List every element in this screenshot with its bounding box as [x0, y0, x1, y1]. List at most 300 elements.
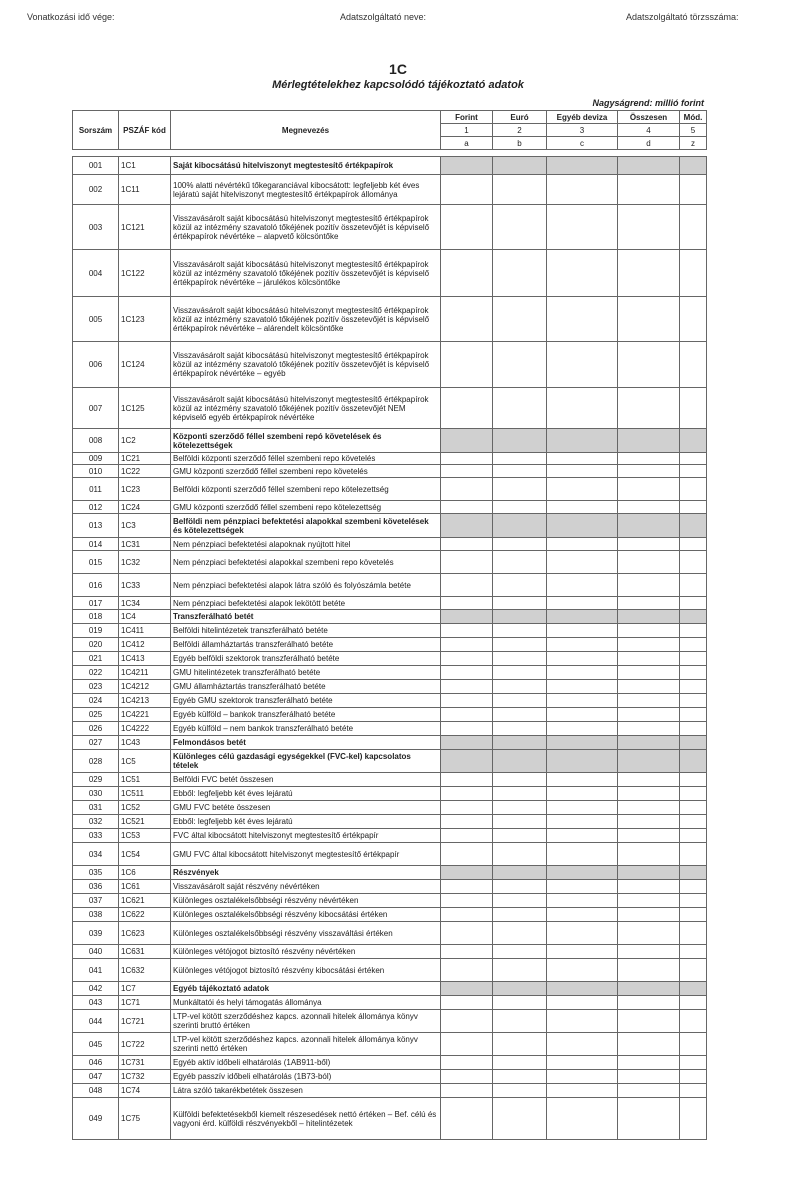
- value-cell-forint[interactable]: [441, 175, 493, 205]
- value-cell-mod[interactable]: [680, 908, 707, 922]
- row-number: 031: [73, 801, 119, 815]
- value-cell-mod[interactable]: [680, 708, 707, 722]
- value-cell-forint[interactable]: [441, 787, 493, 801]
- col-letter-b: b: [493, 137, 547, 150]
- value-cell-osszesen[interactable]: [618, 1070, 680, 1084]
- header-spacer: [73, 150, 707, 157]
- value-cell-euro[interactable]: [493, 722, 547, 736]
- value-cell-euro[interactable]: [493, 1070, 547, 1084]
- value-cell-mod[interactable]: [680, 501, 707, 514]
- value-cell-forint[interactable]: [441, 694, 493, 708]
- value-cell-egyeb-deviza[interactable]: [547, 908, 618, 922]
- value-cell-egyeb-deviza[interactable]: [547, 843, 618, 866]
- value-cell-mod[interactable]: [680, 429, 707, 453]
- value-cell-mod[interactable]: [680, 574, 707, 597]
- value-cell-euro[interactable]: [493, 815, 547, 829]
- value-cell-forint[interactable]: [441, 1033, 493, 1056]
- value-cell-osszesen[interactable]: [618, 624, 680, 638]
- value-cell-forint[interactable]: [441, 250, 493, 297]
- row-description: GMU központi szerződő féllel szembeni repo kötelezettség: [171, 501, 441, 514]
- value-cell-forint[interactable]: [441, 982, 493, 996]
- value-cell-euro[interactable]: [493, 205, 547, 250]
- value-cell-osszesen[interactable]: [618, 638, 680, 652]
- value-cell-forint[interactable]: [441, 342, 493, 388]
- value-cell-euro[interactable]: [493, 787, 547, 801]
- value-cell-osszesen[interactable]: [618, 514, 680, 538]
- value-cell-mod[interactable]: [680, 175, 707, 205]
- value-cell-mod[interactable]: [680, 829, 707, 843]
- value-cell-euro[interactable]: [493, 297, 547, 342]
- value-cell-egyeb-deviza[interactable]: [547, 453, 618, 465]
- value-cell-osszesen[interactable]: [618, 880, 680, 894]
- value-cell-forint[interactable]: [441, 1010, 493, 1033]
- row-code: 1C43: [119, 736, 171, 750]
- value-cell-mod[interactable]: [680, 694, 707, 708]
- row-description: Külföldi befektetésekből kiemelt részesedések nettó értéken – Bef. célú és vagyoni érd. külföldi részvényekből – hitelintézetek: [171, 1098, 441, 1140]
- value-cell-mod[interactable]: [680, 478, 707, 501]
- value-cell-euro[interactable]: [493, 388, 547, 429]
- value-cell-euro[interactable]: [493, 843, 547, 866]
- row-code: 1C71: [119, 996, 171, 1010]
- value-cell-mod[interactable]: [680, 597, 707, 610]
- value-cell-forint[interactable]: [441, 843, 493, 866]
- value-cell-egyeb-deviza[interactable]: [547, 205, 618, 250]
- value-cell-egyeb-deviza[interactable]: [547, 465, 618, 478]
- value-cell-euro[interactable]: [493, 894, 547, 908]
- value-cell-egyeb-deviza[interactable]: [547, 250, 618, 297]
- value-cell-egyeb-deviza[interactable]: [547, 801, 618, 815]
- value-cell-forint[interactable]: [441, 538, 493, 551]
- value-cell-osszesen[interactable]: [618, 722, 680, 736]
- row-code: 1C623: [119, 922, 171, 945]
- value-cell-mod[interactable]: [680, 666, 707, 680]
- row-number: 018: [73, 610, 119, 624]
- value-cell-euro[interactable]: [493, 680, 547, 694]
- value-cell-euro[interactable]: [493, 624, 547, 638]
- value-cell-egyeb-deviza[interactable]: [547, 175, 618, 205]
- value-cell-mod[interactable]: [680, 638, 707, 652]
- row-code: 1C4221: [119, 708, 171, 722]
- value-cell-euro[interactable]: [493, 465, 547, 478]
- value-cell-forint[interactable]: [441, 1098, 493, 1140]
- row-description: Visszavásárolt saját kibocsátású hitelviszonyt megtestesítő értékpapírok közül az intézmény szavatoló tőkéjének pozitív összetevőjét NEM képviselő egyéb értékpapírok névértéke: [171, 388, 441, 429]
- value-cell-egyeb-deviza[interactable]: [547, 538, 618, 551]
- value-cell-euro[interactable]: [493, 538, 547, 551]
- value-cell-osszesen[interactable]: [618, 1056, 680, 1070]
- value-cell-osszesen[interactable]: [618, 922, 680, 945]
- value-cell-forint[interactable]: [441, 736, 493, 750]
- value-cell-osszesen[interactable]: [618, 829, 680, 843]
- table-row: [73, 1033, 707, 1056]
- value-cell-egyeb-deviza[interactable]: [547, 982, 618, 996]
- value-cell-egyeb-deviza[interactable]: [547, 894, 618, 908]
- row-code: 1C2: [119, 429, 171, 453]
- value-cell-osszesen[interactable]: [618, 478, 680, 501]
- table-row: [73, 205, 707, 250]
- value-cell-forint[interactable]: [441, 866, 493, 880]
- value-cell-osszesen[interactable]: [618, 787, 680, 801]
- value-cell-forint[interactable]: [441, 610, 493, 624]
- value-cell-mod[interactable]: [680, 514, 707, 538]
- value-cell-euro[interactable]: [493, 945, 547, 959]
- value-cell-euro[interactable]: [493, 551, 547, 574]
- row-description: Különleges osztalékelsőbbségi részvény kibocsátási értéken: [171, 908, 441, 922]
- row-code: 1C732: [119, 1070, 171, 1084]
- value-cell-egyeb-deviza[interactable]: [547, 787, 618, 801]
- value-cell-osszesen[interactable]: [618, 815, 680, 829]
- value-cell-euro[interactable]: [493, 478, 547, 501]
- value-cell-forint[interactable]: [441, 1056, 493, 1070]
- value-cell-forint[interactable]: [441, 624, 493, 638]
- value-cell-osszesen[interactable]: [618, 597, 680, 610]
- value-cell-osszesen[interactable]: [618, 843, 680, 866]
- value-cell-euro[interactable]: [493, 959, 547, 982]
- value-cell-egyeb-deviza[interactable]: [547, 773, 618, 787]
- value-cell-mod[interactable]: [680, 866, 707, 880]
- value-cell-forint[interactable]: [441, 501, 493, 514]
- row-number: 019: [73, 624, 119, 638]
- value-cell-mod[interactable]: [680, 1010, 707, 1033]
- table-row: [73, 1056, 707, 1070]
- value-cell-egyeb-deviza[interactable]: [547, 157, 618, 175]
- row-code: 1C53: [119, 829, 171, 843]
- value-cell-osszesen[interactable]: [618, 680, 680, 694]
- table-row: [73, 1084, 707, 1098]
- value-cell-mod[interactable]: [680, 880, 707, 894]
- value-cell-forint[interactable]: [441, 478, 493, 501]
- value-cell-egyeb-deviza[interactable]: [547, 297, 618, 342]
- table-row: [73, 538, 707, 551]
- value-cell-osszesen[interactable]: [618, 551, 680, 574]
- value-cell-forint[interactable]: [441, 205, 493, 250]
- value-cell-euro[interactable]: [493, 1056, 547, 1070]
- value-cell-mod[interactable]: [680, 342, 707, 388]
- table-row: [73, 773, 707, 787]
- value-cell-egyeb-deviza[interactable]: [547, 694, 618, 708]
- value-cell-mod[interactable]: [680, 538, 707, 551]
- value-cell-forint[interactable]: [441, 429, 493, 453]
- value-cell-mod[interactable]: [680, 250, 707, 297]
- value-cell-forint[interactable]: [441, 801, 493, 815]
- value-cell-euro[interactable]: [493, 750, 547, 773]
- value-cell-egyeb-deviza[interactable]: [547, 1033, 618, 1056]
- value-cell-euro[interactable]: [493, 880, 547, 894]
- value-cell-mod[interactable]: [680, 982, 707, 996]
- value-cell-mod[interactable]: [680, 624, 707, 638]
- value-cell-forint[interactable]: [441, 597, 493, 610]
- row-number: 048: [73, 1084, 119, 1098]
- row-code: 1C632: [119, 959, 171, 982]
- value-cell-forint[interactable]: [441, 1084, 493, 1098]
- value-cell-euro[interactable]: [493, 175, 547, 205]
- value-cell-egyeb-deviza[interactable]: [547, 388, 618, 429]
- value-cell-egyeb-deviza[interactable]: [547, 666, 618, 680]
- value-cell-forint[interactable]: [441, 945, 493, 959]
- value-cell-egyeb-deviza[interactable]: [547, 996, 618, 1010]
- value-cell-mod[interactable]: [680, 1070, 707, 1084]
- value-cell-mod[interactable]: [680, 1033, 707, 1056]
- value-cell-euro[interactable]: [493, 574, 547, 597]
- value-cell-forint[interactable]: [441, 574, 493, 597]
- value-cell-mod[interactable]: [680, 750, 707, 773]
- value-cell-euro[interactable]: [493, 610, 547, 624]
- table-row: [73, 465, 707, 478]
- row-description: Belföldi FVC betét összesen: [171, 773, 441, 787]
- col-header-euro: Euró: [493, 111, 547, 124]
- value-cell-osszesen[interactable]: [618, 610, 680, 624]
- value-cell-forint[interactable]: [441, 638, 493, 652]
- row-code: 1C511: [119, 787, 171, 801]
- value-cell-forint[interactable]: [441, 996, 493, 1010]
- value-cell-osszesen[interactable]: [618, 866, 680, 880]
- value-cell-osszesen[interactable]: [618, 708, 680, 722]
- value-cell-euro[interactable]: [493, 1033, 547, 1056]
- value-cell-osszesen[interactable]: [618, 773, 680, 787]
- value-cell-euro[interactable]: [493, 429, 547, 453]
- value-cell-euro[interactable]: [493, 1010, 547, 1033]
- row-description: Központi szerződő féllel szembeni repó követelések és kötelezettségek: [171, 429, 441, 453]
- value-cell-forint[interactable]: [441, 453, 493, 465]
- value-cell-euro[interactable]: [493, 982, 547, 996]
- value-cell-forint[interactable]: [441, 959, 493, 982]
- value-cell-forint[interactable]: [441, 388, 493, 429]
- value-cell-egyeb-deviza[interactable]: [547, 1010, 618, 1033]
- value-cell-mod[interactable]: [680, 959, 707, 982]
- value-cell-osszesen[interactable]: [618, 342, 680, 388]
- value-cell-forint[interactable]: [441, 829, 493, 843]
- row-description: Egyéb tájékoztató adatok: [171, 982, 441, 996]
- value-cell-euro[interactable]: [493, 866, 547, 880]
- value-cell-egyeb-deviza[interactable]: [547, 574, 618, 597]
- value-cell-egyeb-deviza[interactable]: [547, 866, 618, 880]
- value-cell-euro[interactable]: [493, 922, 547, 945]
- value-cell-osszesen[interactable]: [618, 945, 680, 959]
- value-cell-egyeb-deviza[interactable]: [547, 1070, 618, 1084]
- row-number: 041: [73, 959, 119, 982]
- value-cell-mod[interactable]: [680, 815, 707, 829]
- value-cell-euro[interactable]: [493, 342, 547, 388]
- value-cell-osszesen[interactable]: [618, 894, 680, 908]
- col-header-osszesen: Összesen: [618, 111, 680, 124]
- value-cell-egyeb-deviza[interactable]: [547, 1098, 618, 1140]
- value-cell-euro[interactable]: [493, 501, 547, 514]
- value-cell-forint[interactable]: [441, 773, 493, 787]
- value-cell-forint[interactable]: [441, 1070, 493, 1084]
- value-cell-egyeb-deviza[interactable]: [547, 610, 618, 624]
- value-cell-mod[interactable]: [680, 894, 707, 908]
- value-cell-euro[interactable]: [493, 1098, 547, 1140]
- value-cell-egyeb-deviza[interactable]: [547, 501, 618, 514]
- value-cell-euro[interactable]: [493, 1084, 547, 1098]
- value-cell-osszesen[interactable]: [618, 157, 680, 175]
- table-row: [73, 801, 707, 815]
- value-cell-egyeb-deviza[interactable]: [547, 680, 618, 694]
- row-code: 1C75: [119, 1098, 171, 1140]
- value-cell-egyeb-deviza[interactable]: [547, 597, 618, 610]
- value-cell-egyeb-deviza[interactable]: [547, 722, 618, 736]
- row-number: 009: [73, 453, 119, 465]
- value-cell-egyeb-deviza[interactable]: [547, 815, 618, 829]
- value-cell-osszesen[interactable]: [618, 429, 680, 453]
- row-number: 025: [73, 708, 119, 722]
- value-cell-euro[interactable]: [493, 157, 547, 175]
- value-cell-egyeb-deviza[interactable]: [547, 959, 618, 982]
- value-cell-mod[interactable]: [680, 610, 707, 624]
- value-cell-egyeb-deviza[interactable]: [547, 922, 618, 945]
- value-cell-mod[interactable]: [680, 922, 707, 945]
- value-cell-egyeb-deviza[interactable]: [547, 551, 618, 574]
- table-row: [73, 708, 707, 722]
- value-cell-egyeb-deviza[interactable]: [547, 880, 618, 894]
- value-cell-egyeb-deviza[interactable]: [547, 750, 618, 773]
- value-cell-egyeb-deviza[interactable]: [547, 342, 618, 388]
- value-cell-mod[interactable]: [680, 1098, 707, 1140]
- value-cell-egyeb-deviza[interactable]: [547, 829, 618, 843]
- value-cell-egyeb-deviza[interactable]: [547, 638, 618, 652]
- value-cell-egyeb-deviza[interactable]: [547, 624, 618, 638]
- value-cell-osszesen[interactable]: [618, 501, 680, 514]
- value-cell-euro[interactable]: [493, 250, 547, 297]
- value-cell-mod[interactable]: [680, 297, 707, 342]
- value-cell-mod[interactable]: [680, 787, 707, 801]
- row-number: 007: [73, 388, 119, 429]
- value-cell-mod[interactable]: [680, 157, 707, 175]
- value-cell-mod[interactable]: [680, 680, 707, 694]
- value-cell-egyeb-deviza[interactable]: [547, 429, 618, 453]
- value-cell-euro[interactable]: [493, 638, 547, 652]
- value-cell-osszesen[interactable]: [618, 1084, 680, 1098]
- value-cell-osszesen[interactable]: [618, 175, 680, 205]
- row-description: Nem pénzpiaci befektetési alapoknak nyújtott hitel: [171, 538, 441, 551]
- value-cell-mod[interactable]: [680, 465, 707, 478]
- value-cell-euro[interactable]: [493, 773, 547, 787]
- value-cell-mod[interactable]: [680, 996, 707, 1010]
- value-cell-euro[interactable]: [493, 736, 547, 750]
- value-cell-osszesen[interactable]: [618, 1033, 680, 1056]
- value-cell-euro[interactable]: [493, 829, 547, 843]
- row-code: 1C413: [119, 652, 171, 666]
- value-cell-egyeb-deviza[interactable]: [547, 1056, 618, 1070]
- value-cell-euro[interactable]: [493, 694, 547, 708]
- value-cell-osszesen[interactable]: [618, 205, 680, 250]
- value-cell-euro[interactable]: [493, 708, 547, 722]
- value-cell-forint[interactable]: [441, 722, 493, 736]
- row-number: 011: [73, 478, 119, 501]
- value-cell-osszesen[interactable]: [618, 538, 680, 551]
- value-cell-osszesen[interactable]: [618, 652, 680, 666]
- value-cell-osszesen[interactable]: [618, 1010, 680, 1033]
- value-cell-mod[interactable]: [680, 551, 707, 574]
- value-cell-egyeb-deviza[interactable]: [547, 945, 618, 959]
- row-code: 1C74: [119, 1084, 171, 1098]
- value-cell-mod[interactable]: [680, 773, 707, 787]
- value-cell-mod[interactable]: [680, 843, 707, 866]
- value-cell-forint[interactable]: [441, 157, 493, 175]
- value-cell-mod[interactable]: [680, 945, 707, 959]
- value-cell-egyeb-deviza[interactable]: [547, 708, 618, 722]
- col-header-pszaf: PSZÁF kód: [119, 111, 171, 150]
- value-cell-egyeb-deviza[interactable]: [547, 514, 618, 538]
- value-cell-osszesen[interactable]: [618, 666, 680, 680]
- value-cell-forint[interactable]: [441, 922, 493, 945]
- value-cell-mod[interactable]: [680, 652, 707, 666]
- value-cell-mod[interactable]: [680, 801, 707, 815]
- value-cell-egyeb-deviza[interactable]: [547, 736, 618, 750]
- row-number: 042: [73, 982, 119, 996]
- value-cell-osszesen[interactable]: [618, 453, 680, 465]
- value-cell-forint[interactable]: [441, 652, 493, 666]
- value-cell-mod[interactable]: [680, 205, 707, 250]
- row-number: 033: [73, 829, 119, 843]
- value-cell-forint[interactable]: [441, 894, 493, 908]
- value-cell-egyeb-deviza[interactable]: [547, 1084, 618, 1098]
- value-cell-euro[interactable]: [493, 597, 547, 610]
- value-cell-osszesen[interactable]: [618, 959, 680, 982]
- value-cell-forint[interactable]: [441, 551, 493, 574]
- value-cell-osszesen[interactable]: [618, 996, 680, 1010]
- value-cell-mod[interactable]: [680, 1056, 707, 1070]
- value-cell-forint[interactable]: [441, 815, 493, 829]
- value-cell-euro[interactable]: [493, 652, 547, 666]
- value-cell-forint[interactable]: [441, 666, 493, 680]
- value-cell-egyeb-deviza[interactable]: [547, 478, 618, 501]
- table-row: [73, 514, 707, 538]
- value-cell-mod[interactable]: [680, 388, 707, 429]
- value-cell-osszesen[interactable]: [618, 801, 680, 815]
- row-description: Egyéb külföld – bankok transzferálható betéte: [171, 708, 441, 722]
- value-cell-forint[interactable]: [441, 708, 493, 722]
- value-cell-euro[interactable]: [493, 514, 547, 538]
- table-row: [73, 388, 707, 429]
- value-cell-forint[interactable]: [441, 514, 493, 538]
- value-cell-euro[interactable]: [493, 453, 547, 465]
- row-code: 1C631: [119, 945, 171, 959]
- value-cell-mod[interactable]: [680, 722, 707, 736]
- value-cell-osszesen[interactable]: [618, 750, 680, 773]
- row-code: 1C722: [119, 1033, 171, 1056]
- value-cell-osszesen[interactable]: [618, 982, 680, 996]
- row-description: Visszavásárolt saját kibocsátású hitelviszonyt megtestesítő értékpapírok közül az intézmény szavatoló tőkéjének pozitív összetevőjét is képviselő értékpapírok névértéke – járulékos kölcsöntőke: [171, 250, 441, 297]
- value-cell-osszesen[interactable]: [618, 574, 680, 597]
- value-cell-forint[interactable]: [441, 750, 493, 773]
- value-cell-forint[interactable]: [441, 465, 493, 478]
- value-cell-mod[interactable]: [680, 453, 707, 465]
- value-cell-forint[interactable]: [441, 880, 493, 894]
- row-code: 1C122: [119, 250, 171, 297]
- value-cell-osszesen[interactable]: [618, 736, 680, 750]
- value-cell-osszesen[interactable]: [618, 908, 680, 922]
- value-cell-forint[interactable]: [441, 297, 493, 342]
- value-cell-forint[interactable]: [441, 680, 493, 694]
- value-cell-osszesen[interactable]: [618, 250, 680, 297]
- value-cell-osszesen[interactable]: [618, 465, 680, 478]
- table-row: [73, 880, 707, 894]
- value-cell-osszesen[interactable]: [618, 388, 680, 429]
- row-description: Belföldi hitelintézetek transzferálható betéte: [171, 624, 441, 638]
- value-cell-egyeb-deviza[interactable]: [547, 652, 618, 666]
- value-cell-mod[interactable]: [680, 736, 707, 750]
- value-cell-forint[interactable]: [441, 908, 493, 922]
- table-row: [73, 945, 707, 959]
- value-cell-euro[interactable]: [493, 801, 547, 815]
- value-cell-euro[interactable]: [493, 908, 547, 922]
- value-cell-euro[interactable]: [493, 666, 547, 680]
- value-cell-euro[interactable]: [493, 996, 547, 1010]
- value-cell-mod[interactable]: [680, 1084, 707, 1098]
- value-cell-osszesen[interactable]: [618, 297, 680, 342]
- value-cell-osszesen[interactable]: [618, 1098, 680, 1140]
- value-cell-osszesen[interactable]: [618, 694, 680, 708]
